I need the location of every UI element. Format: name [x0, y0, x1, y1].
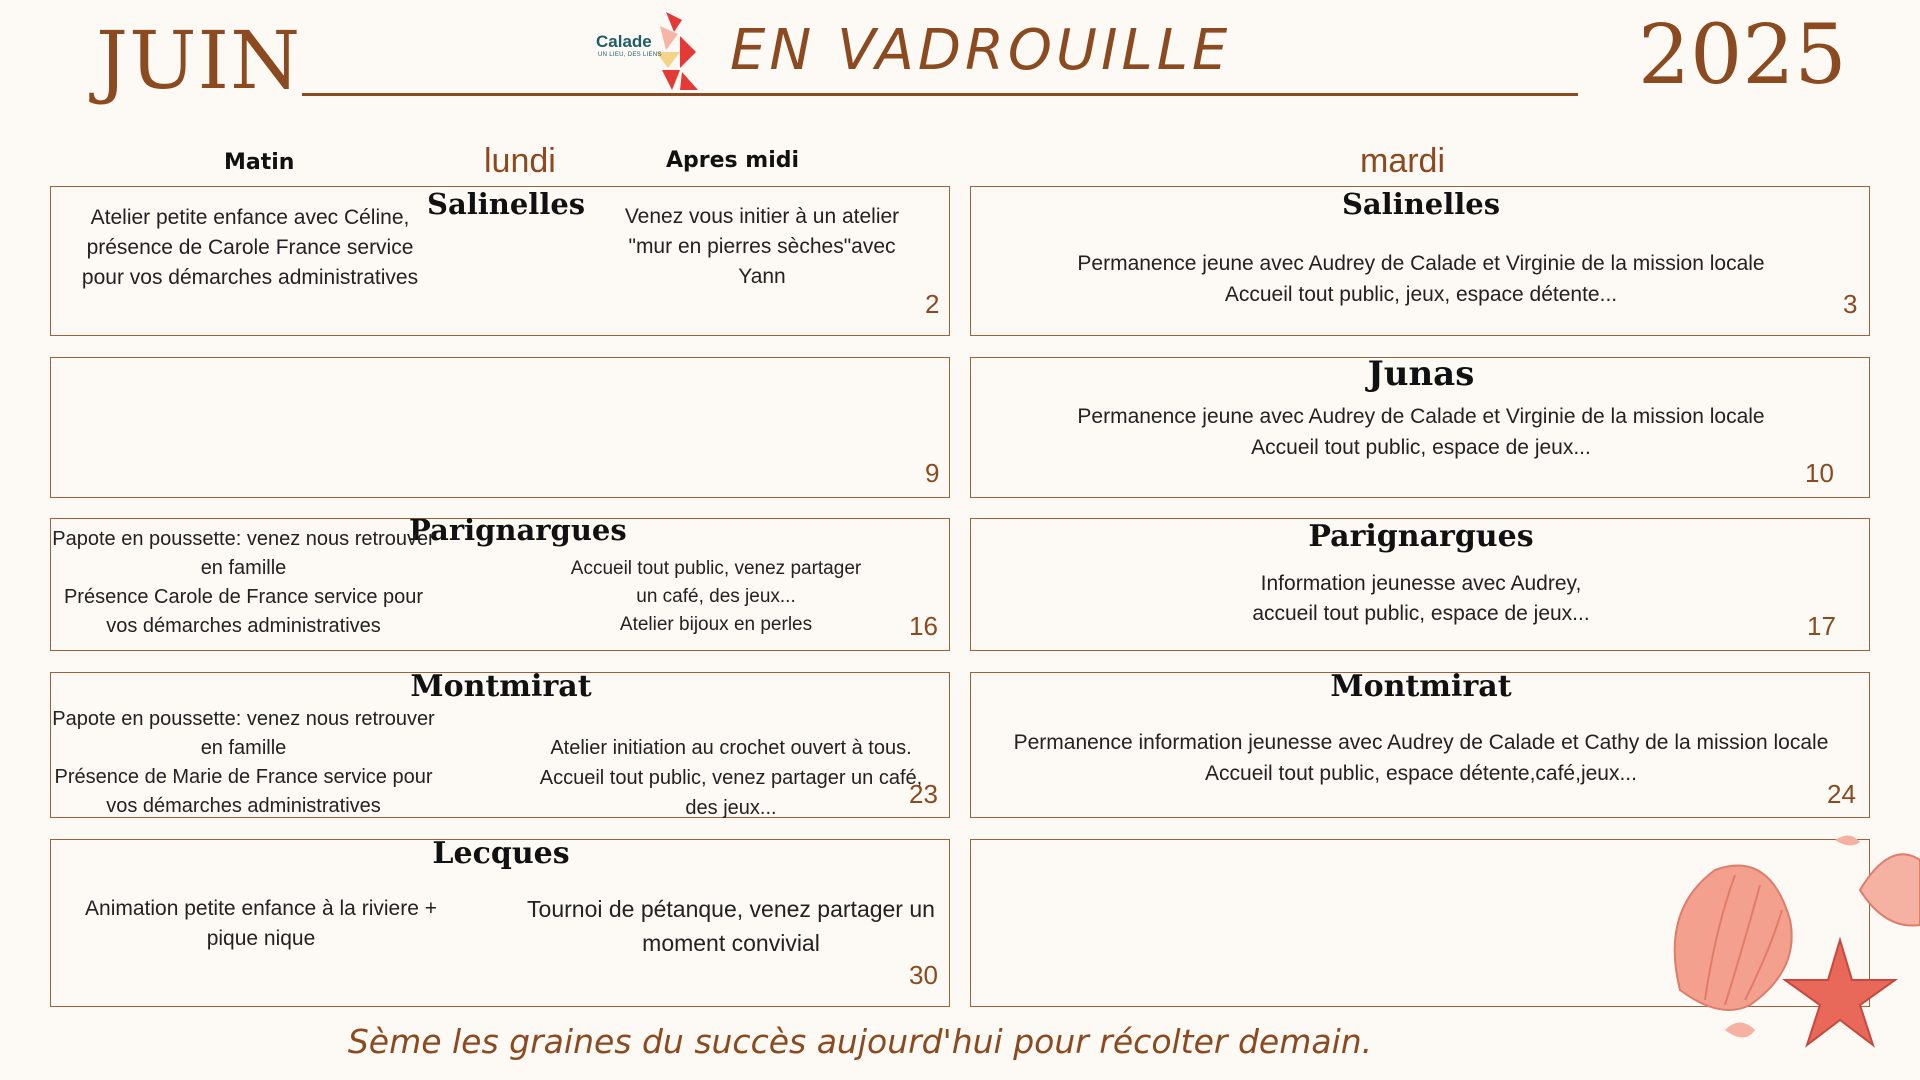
day-cell-16 [50, 513, 950, 651]
day-cell-2 [50, 186, 950, 336]
day-cell-3 [970, 186, 1870, 336]
day-number: 23 [909, 779, 938, 809]
afternoon-activity-2: Accueil tout public, venez partager un café, des jeux... [539, 767, 923, 819]
place-name: Junas [1367, 354, 1475, 394]
place-name: Salinelles [1341, 187, 1501, 221]
motivational-quote: Sème les graines du succès aujourd'hui pour récolter demain. [347, 1022, 1373, 1061]
activity-line-2: Accueil tout public, espace de jeux... [1251, 436, 1591, 459]
morning-activity-2: Présence Carole de France service pour vos démarches administratives [63, 586, 424, 637]
day-number: 16 [909, 611, 938, 641]
day-number: 3 [1843, 289, 1858, 319]
afternoon-activity-1: Atelier initiation au crochet ouvert à tous. [550, 737, 912, 759]
activity-line-2: Accueil tout public, espace détente,café,jeux... [1205, 762, 1637, 785]
tuesday-heading: mardi [1360, 142, 1446, 180]
year-title: 2025 [1638, 8, 1847, 103]
activity-line-1: Permanence jeune avec Audrey de Calade et Virginie de la mission locale [1077, 405, 1765, 428]
morning-activity: Animation petite enfance à la riviere + pique nique [85, 897, 437, 950]
place-name: Parignargues [409, 513, 627, 547]
afternoon-heading: Apres midi [666, 148, 800, 173]
logo-tagline: UN LIEU, DES LIENS [598, 52, 662, 58]
activity-line-1: Permanence information jeunesse avec Audrey de Calade et Cathy de la mission locale [1013, 731, 1829, 754]
day-cell-10 [970, 354, 1870, 498]
place-name: Salinelles [427, 187, 586, 221]
day-number: 24 [1827, 779, 1856, 809]
afternoon-activity-2: Atelier bijoux en perles [619, 614, 813, 635]
logo-name: Calade [596, 32, 652, 51]
place-name: Parignargues [1308, 519, 1534, 554]
activity-line-1: Information jeunesse avec Audrey, [1260, 572, 1582, 595]
day-number: 2 [925, 289, 940, 319]
monday-heading: lundi [484, 142, 556, 180]
day-number: 9 [925, 458, 940, 488]
page-subtitle: EN VADROUILLE [730, 18, 1232, 83]
morning-activity-1: Papote en poussette: venez nous retrouver en famille [52, 708, 435, 759]
month-title: JUIN [96, 14, 302, 107]
day-number: 10 [1805, 458, 1834, 488]
activity-line-2: Accueil tout public, jeux, espace détente... [1224, 283, 1618, 306]
day-cell-24 [970, 669, 1870, 818]
day-cell-23 [50, 669, 950, 819]
place-name: Montmirat [1330, 669, 1512, 704]
day-number: 17 [1807, 611, 1836, 641]
place-name: Lecques [432, 836, 570, 871]
calade-logo [596, 12, 706, 94]
morning-heading: Matin [224, 150, 295, 175]
place-name: Montmirat [410, 669, 592, 704]
afternoon-activity: Tournoi de pétanque, venez partager un moment convivial [527, 896, 935, 956]
morning-activity-1: Papote en poussette: venez nous retrouver en famille [52, 528, 435, 579]
activity-line-2: accueil tout public, espace de jeux... [1252, 602, 1590, 625]
afternoon-activity: Venez vous initier à un atelier "mur en pierres sèches"avec Yann [624, 205, 900, 288]
morning-activity: Atelier petite enfance avec Céline, présence de Carole France service pour vos démarches administratives [81, 206, 419, 289]
morning-activity-2: Présence de Marie de France service pour vos démarches administratives [54, 766, 433, 817]
day-cell-9 [50, 357, 950, 498]
header-rule [302, 93, 1578, 96]
day-number: 30 [909, 960, 938, 990]
activity-line-1: Permanence jeune avec Audrey de Calade et Virginie de la mission locale [1077, 252, 1765, 275]
day-cell-17 [970, 518, 1870, 651]
day-cell-30 [50, 836, 950, 1007]
afternoon-activity-1: Accueil tout public, venez partager un café, des jeux... [570, 558, 862, 607]
